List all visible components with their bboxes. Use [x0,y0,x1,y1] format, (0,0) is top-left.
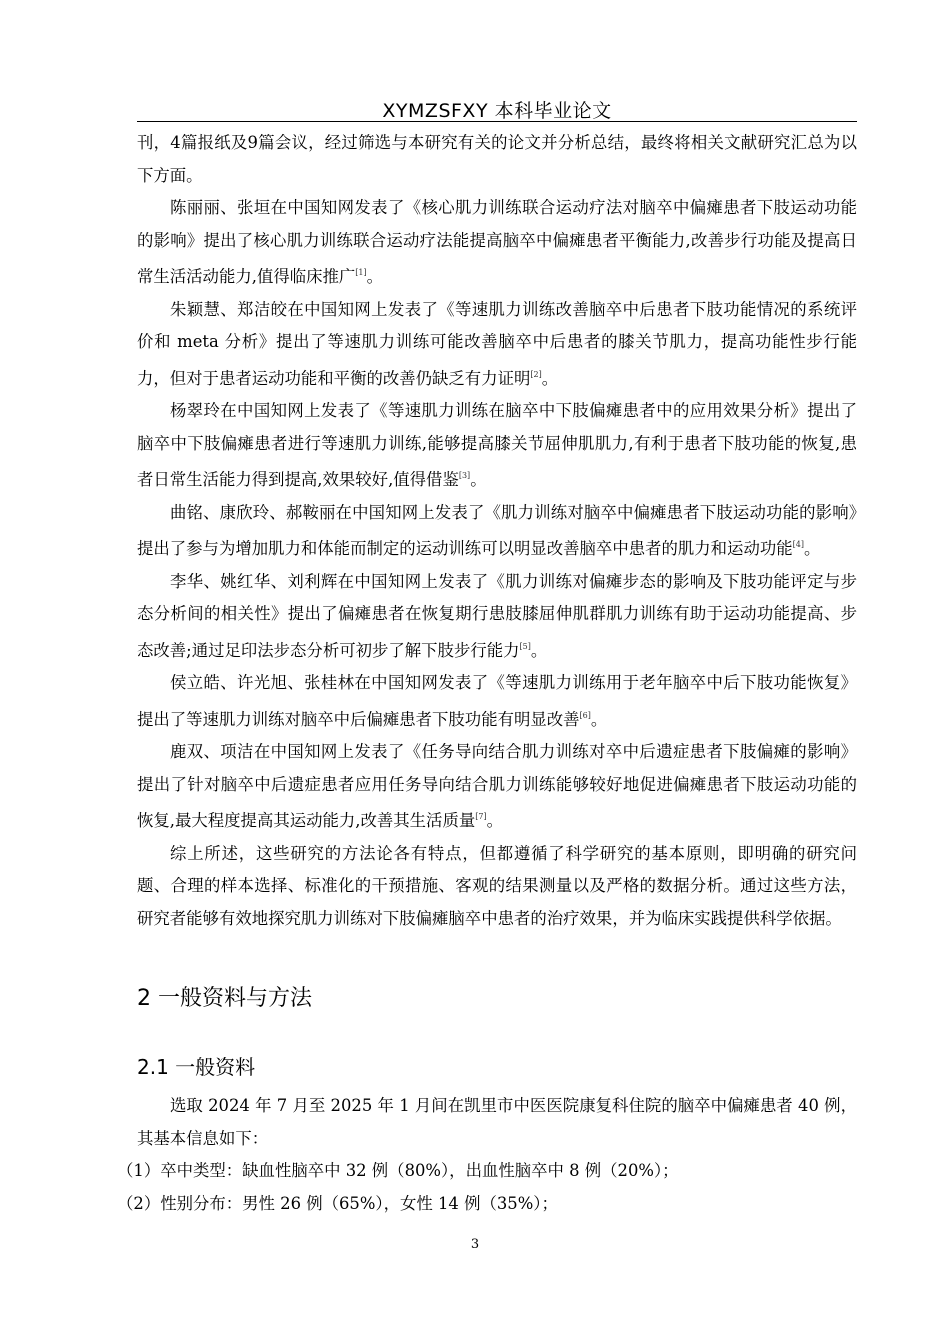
section-heading: 2 一般资料与方法 [137,986,312,1011]
section-paragraph: 选取 2024 年 7 月至 2025 年 1 月间在凯里市中医医院康复科住院的脑卒中偏瘫患者 40 例，其基本信息如下： [137,1096,857,1148]
paragraph-4: 曲铭、康欣玲、郝鞍丽在中国知网上发表了《肌力训练对脑卒中偏瘫患者下肢运动功能的影响》提出了参与为增加肌力和体能而制定的运动训练可以明显改善脑卒中患者的肌力和运动功能[4]。 [137,502,857,558]
list-item: （2）性别分布：男性 26 例（65%），女性 14 例（35%）； [117,1193,558,1213]
citation-ref: [6] [579,710,591,720]
citation-ref: [5] [519,641,531,651]
header-divider [137,121,857,122]
list-item: （1）卒中类型：缺血性脑卒中 32 例（80%），出血性脑卒中 8 例（20%）； [117,1161,679,1180]
paragraph-5: 李华、姚红华、刘利辉在中国知网上发表了《肌力训练对偏瘫步态的影响及下肢功能评定与步态分析间的相关性》提出了偏瘫患者在恢复期行患肢膝屈伸肌群肌力训练有助于运动功能提高、步态改善;通过足印法步态分析可初步了解下肢步行能力[5]。 [137,571,857,660]
paragraph-1: 陈丽丽、张垣在中国知网发表了《核心肌力训练联合运动疗法对脑卒中偏瘫患者下肢运动功能的影响》提出了核心肌力训练联合运动疗法能提高脑卒中偏瘫患者平衡能力,改善步行功能及提高日常生活活动能力,值得临床推广[1]。 [137,198,857,286]
paragraph-0: 刊，4篇报纸及9篇会议，经过筛选与本研究有关的论文并分析总结，最终将相关文献研究汇总为以下方面。 [137,133,857,185]
citation-ref: [2] [530,369,542,379]
citation-ref: [1] [355,268,367,277]
page-header: XYMZSFXY 本科毕业论文 [382,100,612,122]
citation-ref: [7] [475,812,487,821]
paragraph-6: 侯立皓、许光旭、张桂林在中国知网发表了《等速肌力训练用于老年脑卒中后下肢功能恢复》提出了等速肌力训练对脑卒中后偏瘫患者下肢功能有明显改善[6]。 [137,673,857,729]
literature-review-body [137,127,857,935]
section-body [117,1090,857,1220]
paragraph-2: 朱颖慧、郑洁皎在中国知网上发表了《等速肌力训练改善脑卒中后患者下肢功能情况的系统评价和 meta 分析》提出了等速肌力训练可能改善脑卒中后患者的膝关节肌力，提高功能性步行能力，但对于患者运动功能和平衡的改善仍缺乏有力证明[2]。 [137,299,857,388]
citation-ref: [3] [458,471,471,480]
paragraph-7: 鹿双、项洁在中国知网上发表了《任务导向结合肌力训练对卒中后遗症患者下肢偏瘫的影响》提出了针对脑卒中后遗症患者应用任务导向结合肌力训练能够较好地促进偏瘫患者下肢运动功能的恢复,最大程度提高其运动能力,改善其生活质量[7]。 [137,742,857,830]
paragraph-3: 杨翠玲在中国知网上发表了《等速肌力训练在脑卒中下肢偏瘫患者中的应用效果分析》提出了脑卒中下肢偏瘫患者进行等速肌力训练,能够提高膝关节屈伸肌肌力,有利于患者下肢功能的恢复,患者日常生活能力得到提高,效果较好,值得借鉴[3]。 [137,401,857,489]
page-number: 3 [470,1237,480,1252]
citation-ref: [4] [792,540,804,549]
paragraph-8: 综上所述，这些研究的方法论各有特点，但都遵循了科学研究的基本原则，即明确的研究问题、合理的样本选择、标准化的干预措施、客观的结果测量以及严格的数据分析。通过这些方法，研究者能够有效地探究肌力训练对下肢偏瘫脑卒中患者的治疗效果，并为临床实践提供科学依据。 [137,843,857,928]
subsection-heading: 2.1 一般资料 [137,1055,256,1079]
